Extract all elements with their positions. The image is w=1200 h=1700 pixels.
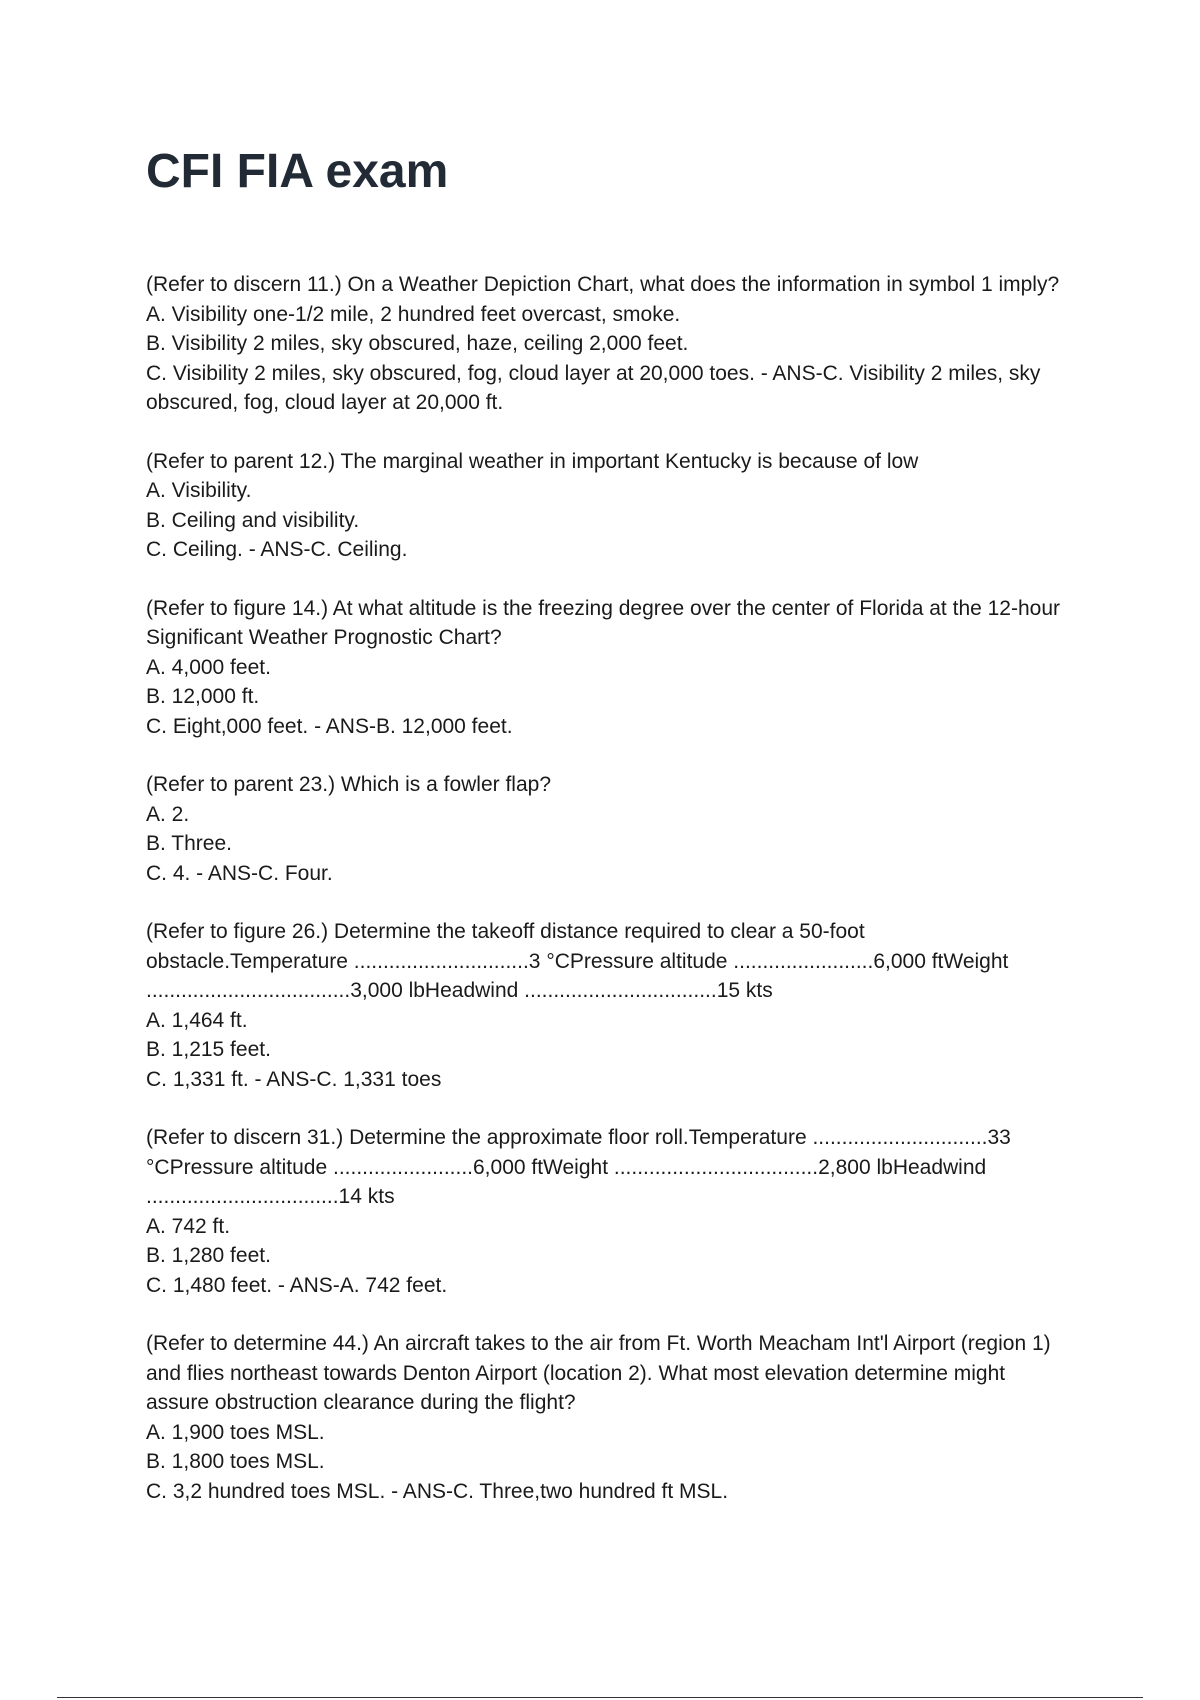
question-block	[146, 594, 1066, 742]
answer-option: C. Visibility 2 miles, sky obscured, fog, cloud layer at 20,000 toes. - ANS-C. Visibility 2 miles, sky obscured, fog, cloud layer at 20,000 ft.	[146, 361, 1041, 414]
answer-option: C. 1,331 ft. - ANS-C. 1,331 toes	[146, 1067, 442, 1091]
question-block	[146, 770, 1066, 888]
question-block	[146, 447, 1066, 565]
question-text: (Refer to figure 14.) At what altitude is the freezing degree over the center of Florida at the 12-hour Significant Weather Prognostic Chart?	[146, 596, 1061, 649]
answer-option: C. Eight,000 feet. - ANS-B. 12,000 feet.	[146, 714, 513, 738]
answer-option: C. Ceiling. - ANS-C. Ceiling.	[146, 538, 408, 561]
footer-divider	[57, 1697, 1143, 1698]
answer-option: B. 1,215 feet.	[146, 1038, 271, 1061]
answer-option: A. 4,000 feet.	[146, 655, 271, 679]
question-text: (Refer to parent 12.) The marginal weather in important Kentucky is because of low	[146, 449, 919, 473]
question-block	[146, 917, 1066, 1094]
question-block	[146, 1123, 1066, 1300]
answer-option: B. 1,280 feet.	[146, 1244, 271, 1267]
answer-option: A. Visibility one-1/2 mile, 2 hundred feet overcast, smoke.	[146, 302, 681, 326]
answer-option: C. 3,2 hundred toes MSL. - ANS-C. Three,two hundred ft MSL.	[146, 1479, 729, 1503]
answer-option: B. 12,000 ft.	[146, 685, 260, 708]
answer-option: A. Visibility.	[146, 479, 252, 502]
question-text: (Refer to determine 44.) An aircraft takes to the air from Ft. Worth Meacham Int'l Airport (region 1) and flies northeast towards Denton Airport (location 2). What most elevation determine might assure obstruction clearance during the flight?	[146, 1332, 1051, 1414]
answer-option: B. Three.	[146, 832, 232, 855]
answer-option: A. 2.	[146, 802, 190, 826]
answer-option: B. Visibility 2 miles, sky obscured, haze, ceiling 2,000 feet.	[146, 332, 689, 355]
question-list	[146, 270, 1066, 1535]
question-text: (Refer to discern 11.) On a Weather Depiction Chart, what does the information in symbol 1 imply?	[146, 273, 1060, 296]
question-block	[146, 1329, 1066, 1506]
question-text: (Refer to discern 31.) Determine the approximate floor roll.Temperature ..............................33 °CPressure altitude ........................6,000 ftWeight ...................................2,800 lbHeadwind .................................14 kts	[146, 1126, 1011, 1208]
answer-option: C. 1,480 feet. - ANS-A. 742 feet.	[146, 1273, 448, 1297]
document-title: CFI FIA exam	[146, 145, 449, 198]
answer-option: A. 1,900 toes MSL.	[146, 1420, 325, 1444]
answer-option: A. 742 ft.	[146, 1214, 231, 1238]
answer-option: B. Ceiling and visibility.	[146, 508, 360, 532]
question-block	[146, 270, 1066, 418]
answer-option: C. 4. - ANS-C. Four.	[146, 861, 333, 885]
question-text: (Refer to parent 23.) Which is a fowler flap?	[146, 773, 552, 796]
answer-option: A. 1,464 ft.	[146, 1008, 248, 1032]
answer-option: B. 1,800 toes MSL.	[146, 1450, 325, 1473]
question-text: (Refer to figure 26.) Determine the takeoff distance required to clear a 50-foot obstacle.Temperature ..............................3 °CPressure altitude ........................6,000 ftWeight ...................................3,000 lbHeadwind .................................15 kts	[146, 920, 1009, 1002]
